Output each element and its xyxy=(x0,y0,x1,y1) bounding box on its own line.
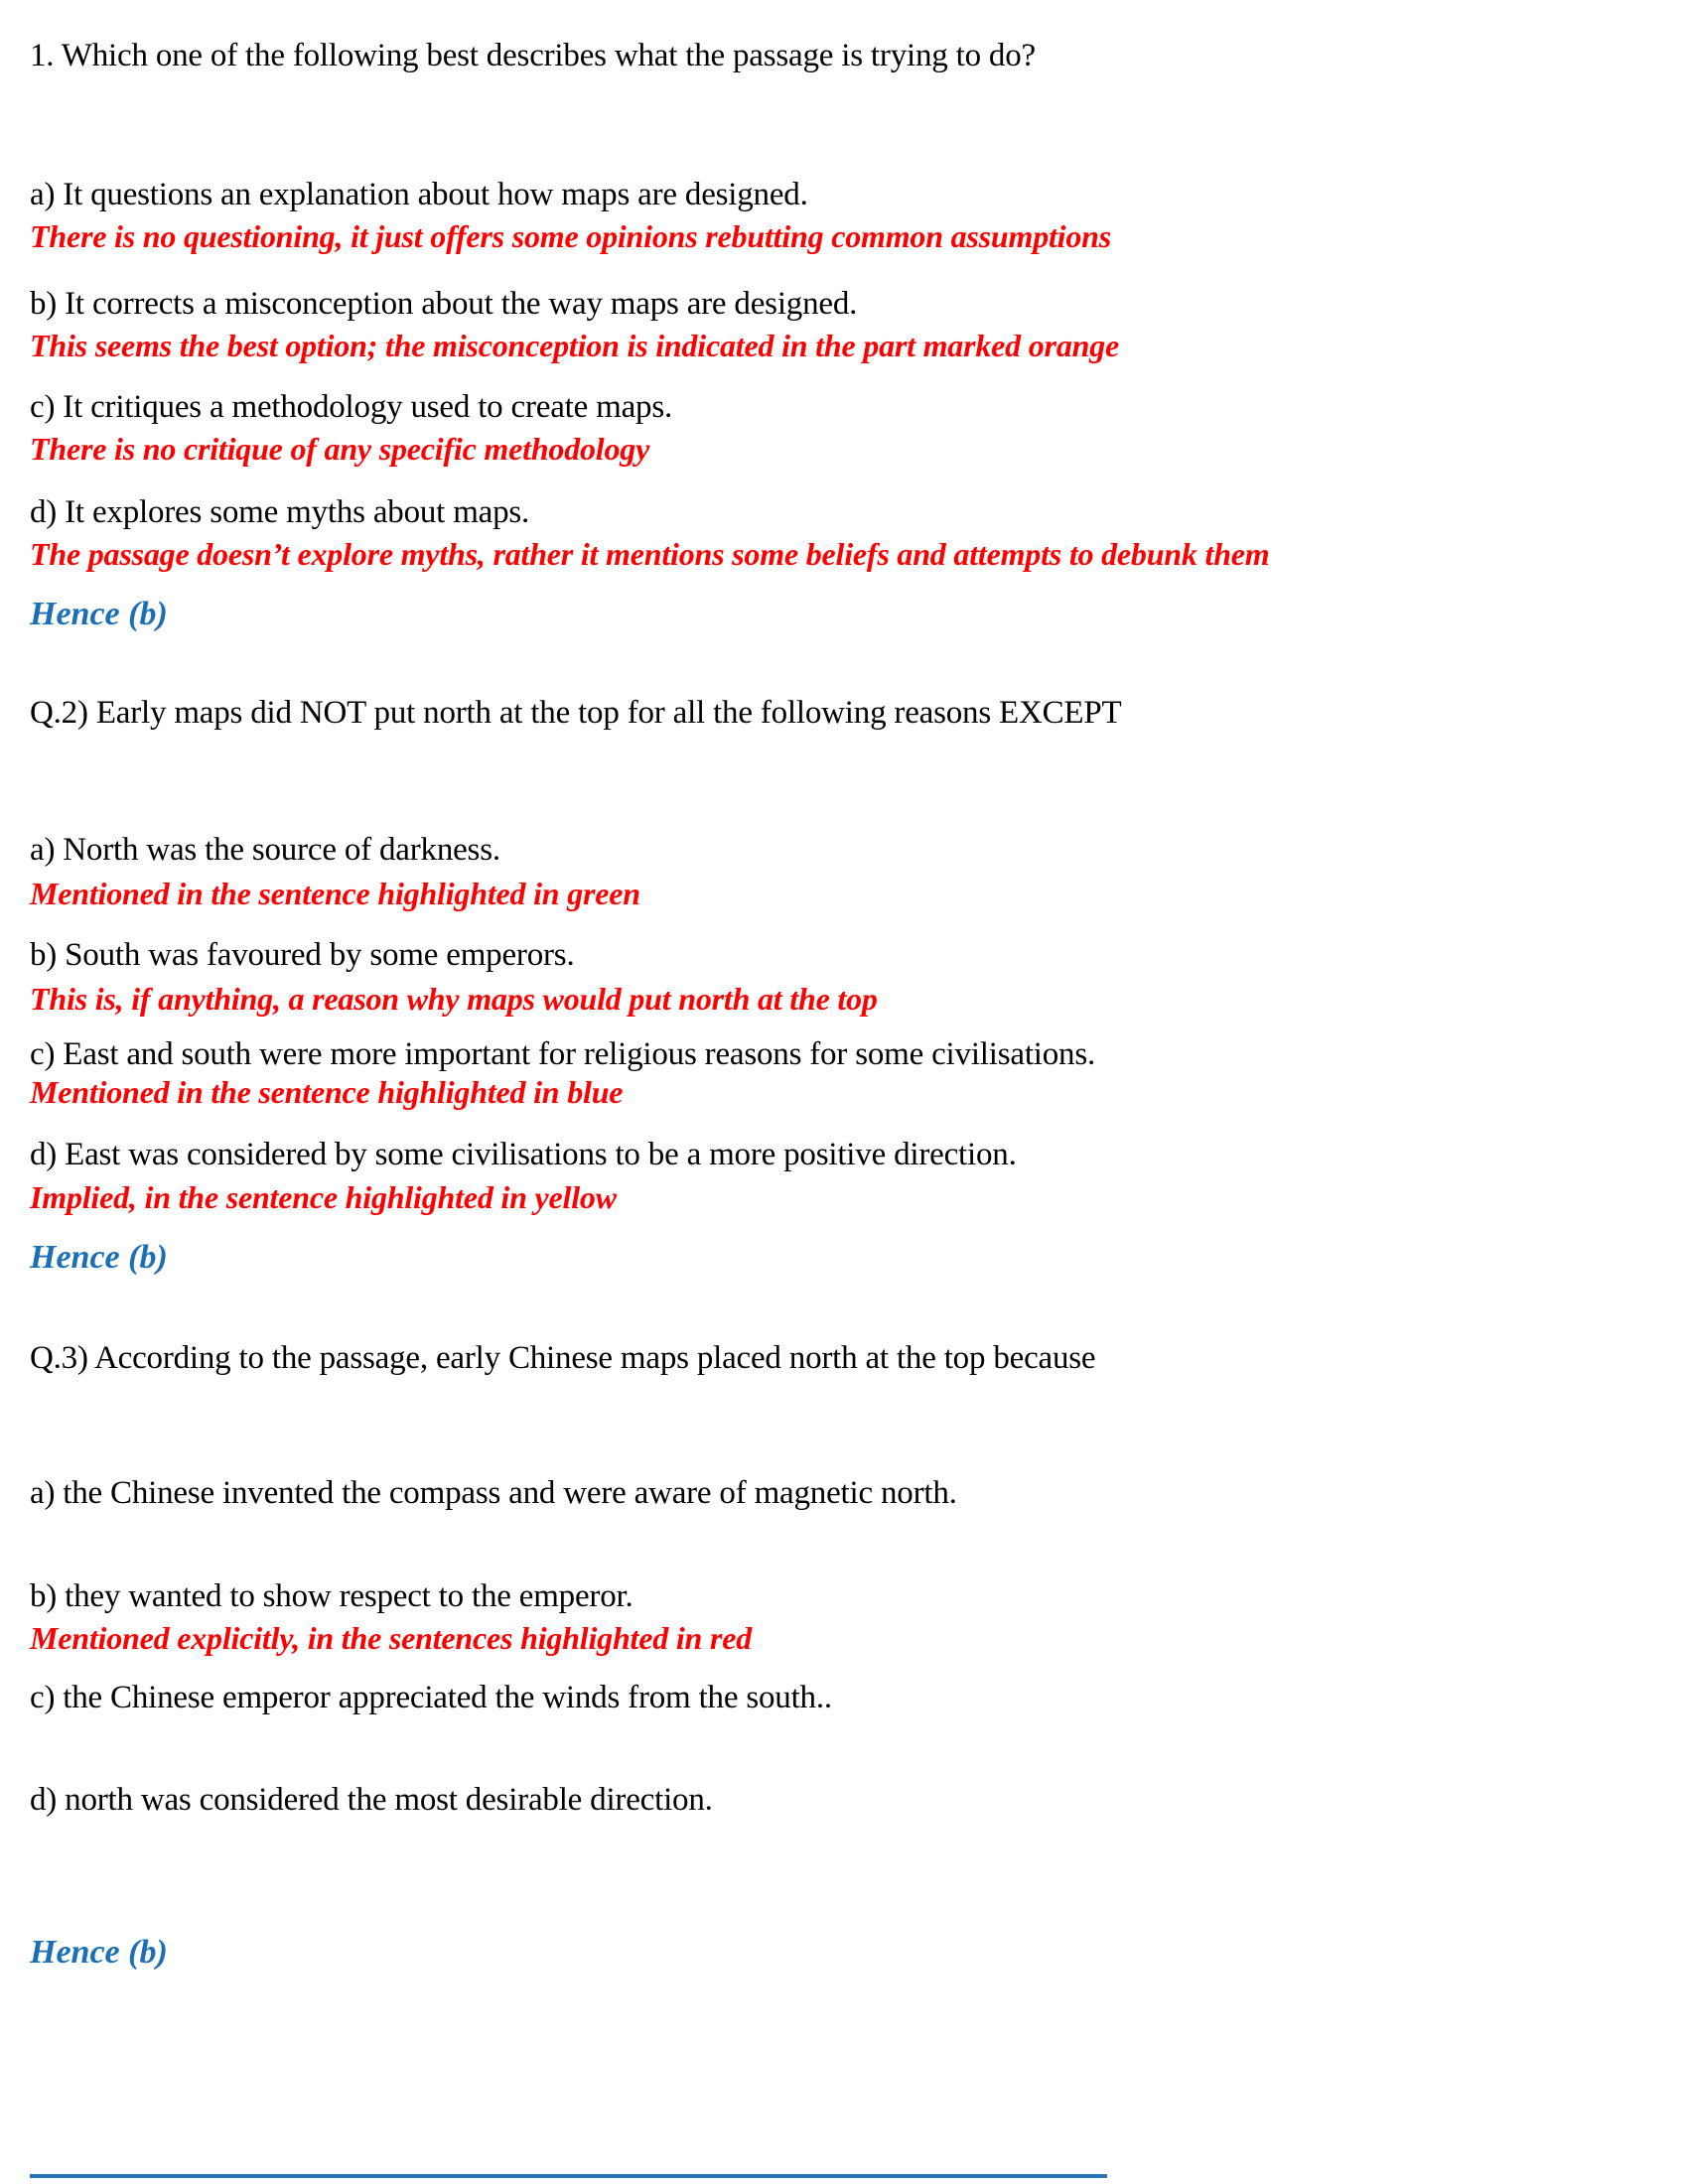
question-2-option-d: d) East was considered by some civilisations to be a more positive direction. xyxy=(30,1137,1017,1172)
question-1-explanation-b: This seems the best option; the misconception is indicated in the part marked orange xyxy=(30,328,1120,363)
question-1-title: 1. Which one of the following best describes what the passage is trying to do? xyxy=(30,38,1036,73)
question-1-option-b: b) It corrects a misconception about the way maps are designed. xyxy=(30,286,858,322)
question-1-option-d: d) It explores some myths about maps. xyxy=(30,494,530,530)
question-3-answer: Hence (b) xyxy=(30,1934,168,1971)
question-3-option-c: c) the Chinese emperor appreciated the winds from the south.. xyxy=(30,1680,832,1715)
question-1-option-a: a) It questions an explanation about how maps are designed. xyxy=(30,177,808,212)
question-1-answer: Hence (b) xyxy=(30,596,168,632)
question-2-explanation-b: This is, if anything, a reason why maps would put north at the top xyxy=(30,981,878,1017)
question-3-option-a: a) the Chinese invented the compass and were aware of magnetic north. xyxy=(30,1475,957,1511)
question-2-option-c: c) East and south were more important for religious reasons for some civilisations. xyxy=(30,1036,1096,1072)
question-2-title: Q.2) Early maps did NOT put north at the top for all the following reasons EXCEPT xyxy=(30,695,1122,731)
question-3-option-d: d) north was considered the most desirable direction. xyxy=(30,1782,713,1818)
question-1-explanation-d: The passage doesn’t explore myths, rather it mentions some beliefs and attempts to debunk them xyxy=(30,536,1270,572)
question-2-explanation-a: Mentioned in the sentence highlighted in green xyxy=(30,876,640,911)
question-1-option-c: c) It critiques a methodology used to create maps. xyxy=(30,389,673,425)
question-2-option-b: b) South was favoured by some emperors. xyxy=(30,937,575,973)
question-1-explanation-a: There is no questioning, it just offers some opinions rebutting common assumptions xyxy=(30,218,1112,254)
question-1-explanation-c: There is no critique of any specific methodology xyxy=(30,431,650,467)
question-3-option-b: b) they wanted to show respect to the emperor. xyxy=(30,1578,633,1614)
question-2-explanation-d: Implied, in the sentence highlighted in yellow xyxy=(30,1179,617,1215)
bottom-divider-line xyxy=(30,2174,1107,2178)
question-3-title: Q.3) According to the passage, early Chinese maps placed north at the top because xyxy=(30,1340,1096,1376)
question-2-explanation-c: Mentioned in the sentence highlighted in blue xyxy=(30,1074,624,1110)
question-3-explanation-b: Mentioned explicitly, in the sentences highlighted in red xyxy=(30,1620,752,1656)
question-2-answer: Hence (b) xyxy=(30,1239,168,1276)
question-2-option-a: a) North was the source of darkness. xyxy=(30,832,500,868)
